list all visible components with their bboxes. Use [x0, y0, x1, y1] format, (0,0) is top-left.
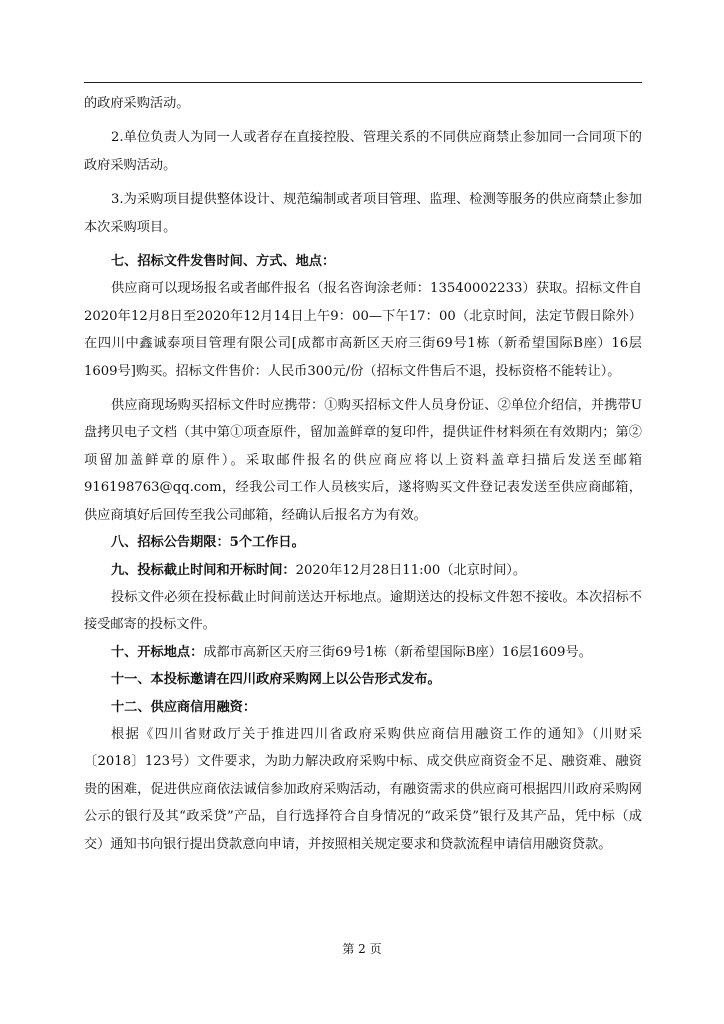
- section-8-heading: 八、招标公告期限：5个工作日。: [111, 535, 305, 551]
- section-10-label: 十、开标地点：: [111, 644, 204, 660]
- section-12-body: 根据《四川省财政厅关于推进四川省政府采购供应商信用融资工作的通知》（川财采〔2018〕123号）文件要求，为助力解决政府采购中标、成交供应商资金不足、融资难、融资贵的困难，促进供应商依法诚信参加政府采购活动，有融资需求的供应商可根据四川政府采购网公示的银行及其“政采贷”产品，自行选择符合自身情况的“政采贷”银行及其产品，凭中标（成交）通知书向银行提出贷款意向申请，并按照相关规定要求和贷款流程申请信用融资贷款。: [84, 726, 642, 852]
- paragraph-continuation: 的政府采购活动。: [84, 96, 190, 111]
- section-9-body: 投标文件必须在投标截止时间前送达开标地点。逾期送达的投标文件恕不接收。本次招标不接受邮寄的投标文件。: [84, 589, 642, 633]
- section-11-heading: 十一、本投标邀请在四川政府采购网上以公告形式发布。: [111, 672, 441, 688]
- document-body: [84, 90, 642, 858]
- section-7-body: 供应商可以现场报名或者邮件报名（报名咨询涂老师：13540002233）获取。招标文件自2020年12月8日至2020年12月14日上午9：00—下午17：00（北京时间，法定节假日除外）在四川中鑫诚泰项目管理有限公司[成都市高新区天府三街69号1栋（新希望国际B座）16层1609号]购买。招标文件售价：人民币300元/份（招标文件售后不退，投标资格不能转让）。: [84, 281, 642, 379]
- section-9-label: 九、投标截止时间和开标时间：: [111, 562, 296, 578]
- section-7-heading: 七、招标文件发售时间、方式、地点：: [111, 254, 336, 270]
- section-10-line: [84, 639, 642, 666]
- section-9-line: [84, 557, 642, 584]
- paragraph-rule-3: 3.为采购项目提供整体设计、规范编制或者项目管理、监理、检测等服务的供应商禁止参加本次采购项目。: [84, 192, 642, 235]
- section-9-value: 2020年12月28日11:00（北京时间）。: [295, 562, 527, 578]
- section-7-requirements: 供应商现场购买招标文件时应携带：①购买招标文件人员身份证、②单位介绍信，并携带U盘拷贝电子文档（其中第①项查原件，留加盖鲜章的复印件，提供证件材料须在有效期内；第②项留加盖鲜章的原件）。采取邮件报名的供应商应将以上资料盖章扫描后发送至邮箱916198763@qq.com，经我公司工作人员核实后，遂将购买文件登记表发送至供应商邮箱，供应商填好后回传至我公司邮箱，经确认后报名方为有效。: [84, 398, 642, 523]
- paragraph-rule-2: 2.单位负责人为同一人或者存在直接控股、管理关系的不同供应商禁止参加同一合同项下的政府采购活动。: [84, 130, 642, 173]
- page-number: 第 2 页: [342, 942, 382, 956]
- section-12-heading: 十二、供应商信用融资：: [111, 699, 257, 715]
- header-rule: [84, 82, 642, 83]
- section-10-value: 成都市高新区天府三街69号1栋（新希望国际B座）16层1609号。: [203, 644, 592, 660]
